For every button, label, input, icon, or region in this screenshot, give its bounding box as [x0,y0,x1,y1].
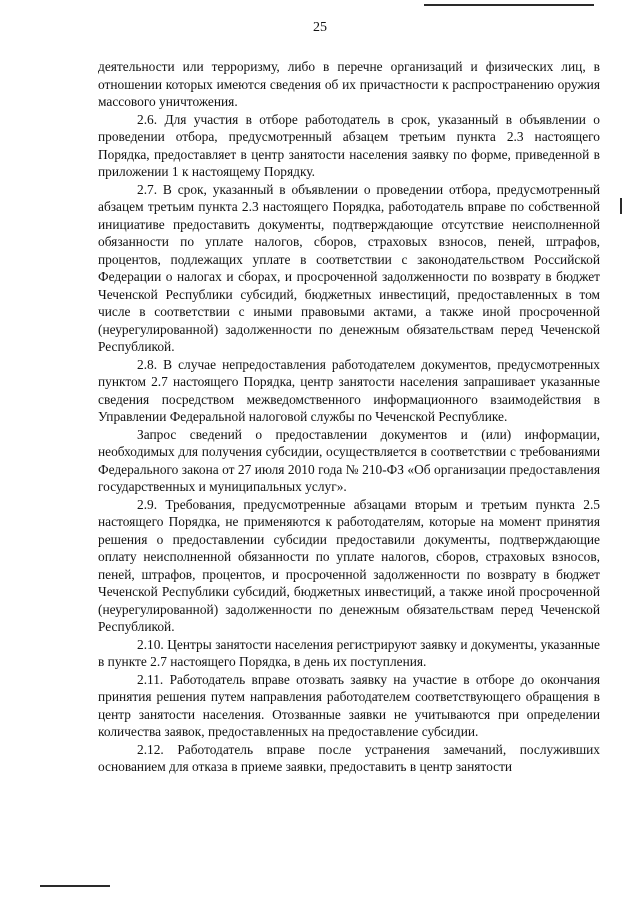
paragraph-continuation: деятельности или терроризму, либо в перечне организаций и физических лиц, в отношении которых имеются сведения об их причастности к распространению оружия массового уничтожения. [98,59,600,109]
paragraph-2-6: 2.6. Для участия в отборе работодатель в срок, указанный в объявлении о проведении отбора, предусмотренный абзацем третьим пункта 2.3 настоящего Порядка, предоставляет в центр занятости населения заявку по форме, приведенной в приложении 1 к настоящему Порядку. [98,111,600,179]
paragraph-2-7: 2.7. В срок, указанный в объявлении о проведении отбора, предусмотренный абзацем третьим пункта 2.3 настоящего Порядка, работодатель вправе по собственной инициативе предоставить документы, подтверждающие отсутствие неисполненной обязанности по уплате налогов, сборов, страховых взносов, пеней, штрафов, процентов, подлежащих уплате в соответствии с законодательством Российской Федерации о налогах и сборах, и просроченной задолженности по возврату в бюджет Чеченской Республики субсидий, бюджетных инвестиций, предоставленных в том числе в соответствии с иными правовыми актами, а также иной просроченной (неурегулированной) задолженности по денежным обязательствам перед Чеченской Республикой. [98,181,600,354]
page-number: 25 [313,20,327,35]
scan-edge-mark [620,198,622,214]
scan-edge-mark [424,4,594,6]
paragraph-2-12: 2.12. Работодатель вправе после устранения замечаний, послуживших основанием для отказа в приеме заявки, предоставить в центр занятости [98,741,600,774]
paragraph-2-9: 2.9. Требования, предусмотренные абзацами вторым и третьим пункта 2.5 настоящего Порядка, не применяются к работодателям, которые на момент принятия решения о предоставлении субсидии предоставили документы, подтверждающие оплату неисполненной обязанности по уплате налогов, сборов, страховых взносов, пеней, штрафов, процентов, и просроченной задолженности по возврату в бюджет Чеченской Республики субсидий, бюджетных инвестиций, а также иной просроченной (неурегулированной) задолженности по денежным обязательствам перед Чеченской Республикой. [98,496,600,634]
scan-edge-mark [40,885,110,887]
paragraph-request: Запрос сведений о предоставлении документов и (или) информации, необходимых для получения субсидии, осуществляется в соответствии с требованиями Федерального закона от 27 июля 2010 года № 210-ФЗ «Об организации предоставления государственных и муниципальных услуг». [98,426,600,494]
paragraph-2-8: 2.8. В случае непредоставления работодателем документов, предусмотренных пунктом 2.7 настоящего Порядка, центр занятости населения запрашивает указанные сведения посредством межведомственного информационного взаимодействия в Управлении Федеральной налоговой службы по Чеченской Республике. [98,356,600,424]
document-body [98,58,600,776]
paragraph-2-10: 2.10. Центры занятости населения регистрируют заявку и документы, указанные в пункте 2.7 настоящего Порядка, в день их поступления. [98,636,600,669]
paragraph-2-11: 2.11. Работодатель вправе отозвать заявку на участие в отборе до окончания принятия решения путем направления работодателем соответствующего обращения в центр занятости населения. Отозванные заявки не учитываются при определении количества заявок, предоставленных на предоставление субсидии. [98,671,600,739]
